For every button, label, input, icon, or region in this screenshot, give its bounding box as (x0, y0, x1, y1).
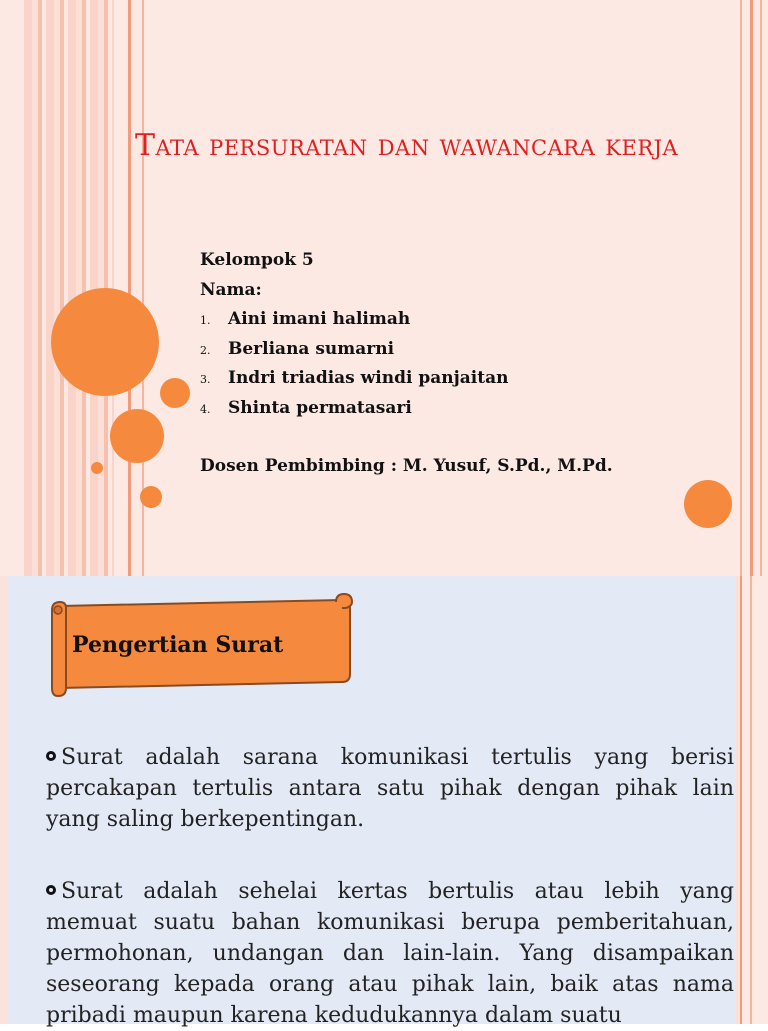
decorative-stripe-edge (736, 576, 768, 1024)
list-number: 4. (200, 402, 211, 416)
definition-paragraph (46, 876, 734, 1031)
bullet-icon (46, 751, 56, 761)
decorative-circle (684, 480, 732, 528)
paragraph-text: Surat adalah sehelai kertas bertulis atau lebih yang memuat suatu bahan komunikasi berupa pemberitahuan, permohonan, undangan dan lain-lain. Yang disampaikan seseorang kepada orang atau pihak lain, baik atas nama pribadi maupun karena kedudukannya dalam suatu (46, 879, 734, 1028)
decorative-circle (140, 486, 162, 508)
member-name: Shinta permatasari (228, 397, 412, 418)
decorative-line (750, 0, 753, 576)
paragraph-text: Surat adalah sarana komunikasi tertulis yang berisi percakapan tertulis antara satu pihak dengan pihak lain yang saling berkepentingan. (46, 745, 734, 832)
section-heading: Pengertian Surat (72, 632, 284, 658)
list-item (200, 394, 720, 424)
decorative-circle (91, 462, 103, 474)
bullet-icon (46, 885, 56, 895)
decorative-edge (0, 576, 8, 1024)
decorative-circle (160, 378, 190, 408)
decorative-line (760, 0, 762, 576)
decorative-line (740, 0, 742, 576)
list-item (200, 335, 720, 365)
decorative-circle (51, 288, 159, 396)
member-name: Aini imani halimah (228, 309, 411, 329)
member-list (200, 305, 720, 423)
list-number: 1. (200, 314, 211, 327)
list-number: 2. (200, 343, 211, 357)
group-info (200, 246, 720, 482)
list-item (200, 305, 720, 335)
names-label: Nama: (200, 279, 262, 300)
supervisor-line: Dosen Pembimbing : M. Yusuf, S.Pd., M.Pd. (200, 456, 613, 476)
definition-paragraph (46, 742, 734, 835)
member-name: Indri triadias windi panjaitan (228, 368, 509, 388)
slide-title: Tata persuratan dan wawancara kerja (135, 128, 679, 163)
group-label: Kelompok 5 (200, 250, 314, 270)
decorative-line (128, 0, 131, 576)
member-name: Berliana sumarni (228, 338, 395, 359)
list-number: 3. (200, 373, 211, 386)
list-item (200, 364, 720, 394)
decorative-circle (110, 409, 164, 463)
